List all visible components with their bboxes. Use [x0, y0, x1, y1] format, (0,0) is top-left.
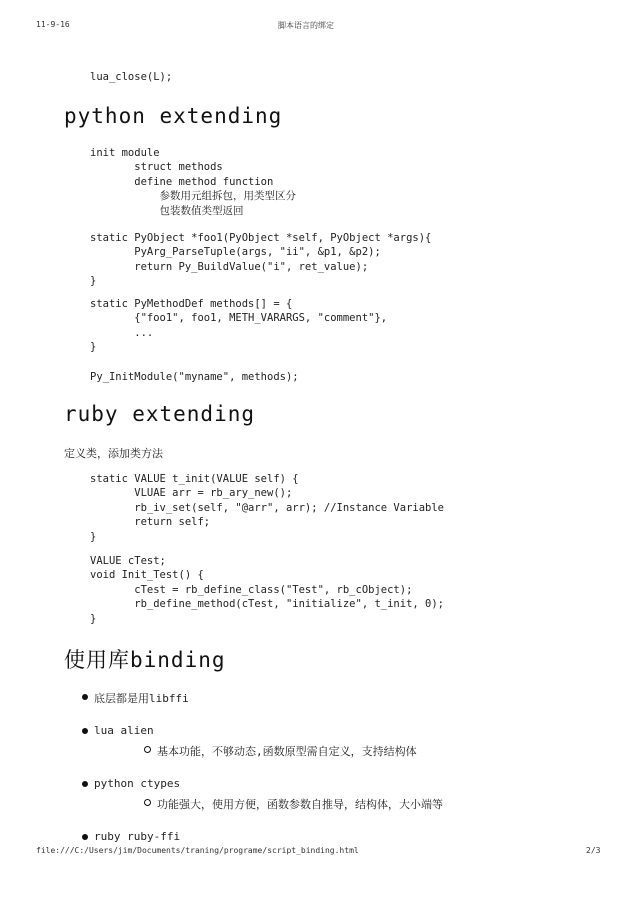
code-python-methods — [90, 297, 387, 355]
code-python-initmodule — [90, 370, 299, 384]
list-item-label: python ctypes — [94, 777, 181, 790]
list-item-label: 底层都是用libffi — [94, 692, 189, 705]
code-text: Py_InitModule("myname", methods); — [90, 371, 299, 383]
code-text: lua_close(L); — [90, 71, 173, 83]
ruby-intro: 定义类，添加类方法 — [64, 447, 163, 460]
heading-ruby-extending: ruby extending — [64, 402, 256, 426]
list-item — [64, 830, 443, 843]
heading-library-binding: 使用库binding — [64, 648, 226, 672]
list-item — [64, 690, 443, 706]
code-ruby-tinit — [90, 472, 444, 544]
list-item — [64, 777, 443, 812]
list-item-label: lua alien — [94, 724, 154, 737]
header-title: 脚本语言的绑定 — [278, 21, 334, 30]
code-text: static PyMethodDef methods[] = { {"foo1", foo1, METH_VARARGS, "comment"}, ... } — [90, 298, 388, 354]
sub-list-item: 功能强大，使用方便，函数参数自推导，结构体，大小端等 — [94, 796, 443, 812]
code-text: static VALUE t_init(VALUE self) { VLUAE arr = rb_ary_new(); rb_iv_set(self, "@arr", arr); //Instance Variable return self; } — [90, 473, 445, 543]
binding-list — [64, 690, 443, 861]
footer-page-number: 2/3 — [586, 846, 601, 855]
heading-python-extending: python extending — [64, 104, 283, 128]
sub-list-item: 基本功能，不够动态,函数原型需自定义，支持结构体 — [94, 743, 443, 759]
code-lua-close — [90, 70, 172, 84]
code-text: init module struct methods define method function 参数用元组拆包，用类型区分 包装数值类型返回 — [90, 147, 297, 217]
code-ruby-inittest — [90, 554, 444, 626]
code-python-foo1 — [90, 231, 431, 289]
sub-list — [94, 743, 443, 759]
list-item — [64, 724, 443, 759]
list-item-label: ruby ruby-ffi — [94, 830, 181, 843]
code-python-init — [90, 146, 296, 218]
sub-list — [94, 796, 443, 812]
code-text: static PyObject *foo1(PyObject *self, PyObject *args){ PyArg_ParseTuple(args, "ii", &p1, &p2); return Py_BuildValue("i", ret_value); } — [90, 232, 432, 288]
code-text: VALUE cTest; void Init_Test() { cTest = rb_define_class("Test", rb_cObject); rb_define_method(cTest, "initialize", t_init, 0); } — [90, 555, 445, 625]
footer-file-path: file:///C:/Users/jim/Documents/traning/programe/script_binding.html — [36, 846, 359, 855]
header-date: 11-9-16 — [36, 20, 70, 29]
